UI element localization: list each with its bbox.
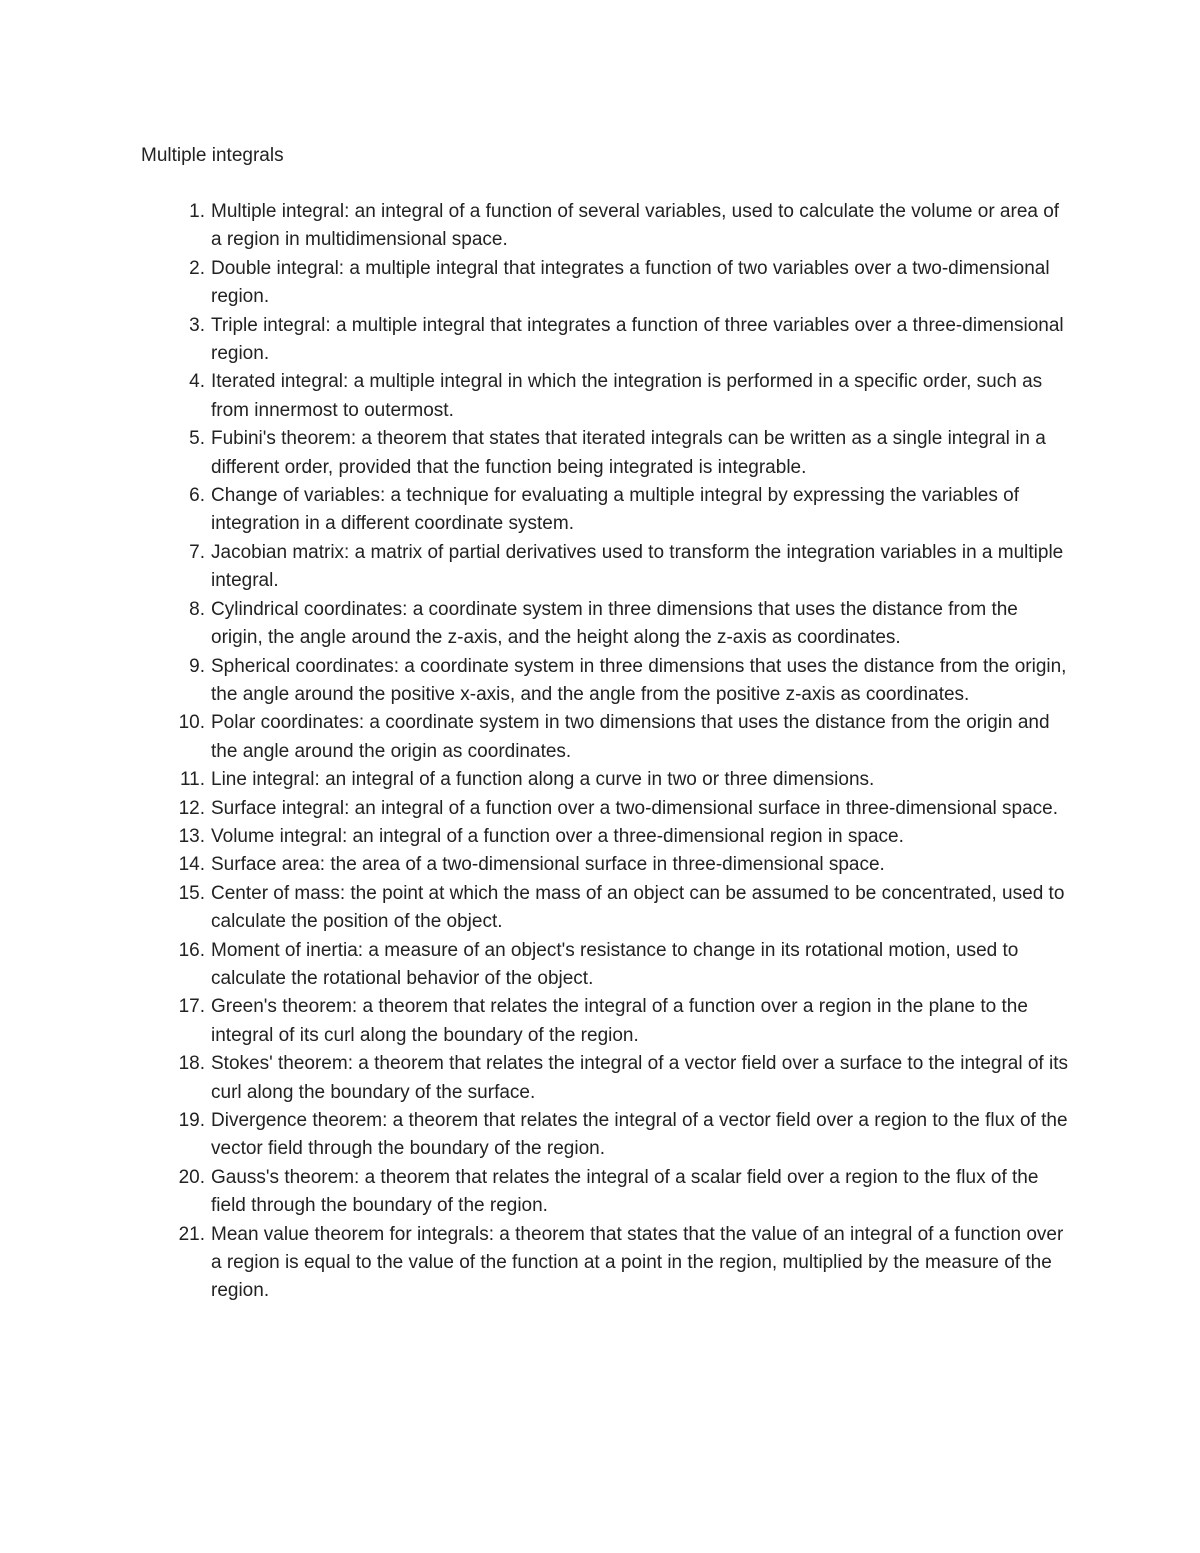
item-text: Spherical coordinates: a coordinate system in three dimensions that uses the distance from the origin, the angle around the positive x-axis, and the angle from the positive z-axis as coordinates.: [211, 655, 1067, 705]
item-number: 12.: [178, 797, 205, 819]
list-item: [141, 198, 1071, 255]
item-text: Triple integral: a multiple integral that integrates a function of three variables over a three-dimensional region.: [211, 314, 1064, 365]
item-number: 7.: [189, 541, 205, 563]
list-item: [141, 1164, 1071, 1221]
list-item: [141, 937, 1071, 994]
list-item: [141, 880, 1071, 937]
item-number: 14.: [178, 854, 205, 876]
item-text: Moment of inertia: a measure of an object's resistance to change in its rotational motion, used to calculate the rotational behavior of the object.: [211, 939, 1019, 989]
item-number: 9.: [189, 655, 205, 677]
list-item: [141, 993, 1071, 1050]
item-number: 16.: [178, 939, 205, 961]
item-text: Polar coordinates: a coordinate system in two dimensions that uses the distance from the origin and the angle around the origin as coordinates.: [211, 712, 1050, 762]
item-number: 21.: [178, 1223, 205, 1245]
item-number: 13.: [178, 825, 205, 847]
item-text: Divergence theorem: a theorem that relates the integral of a vector field over a region to the flux of the vector field through the boundary of the region.: [211, 1110, 1068, 1160]
item-number: 10.: [178, 712, 205, 734]
item-number: 17.: [178, 996, 205, 1018]
item-number: 19.: [178, 1110, 205, 1131]
item-text: Mean value theorem for integrals: a theorem that states that the value of an integral of a function over a region is equal to the value of the function at a point in the region, multiplied by the measure of the region.: [211, 1223, 1064, 1302]
item-number: 4.: [189, 371, 205, 393]
item-text: Surface area: the area of a two-dimensional surface in three-dimensional space.: [211, 854, 885, 876]
item-number: 15.: [178, 882, 205, 904]
list-item: [141, 1050, 1071, 1107]
item-text: Change of variables: a technique for evaluating a multiple integral by expressing the variables of integration in a different coordinate system.: [211, 485, 1019, 535]
list-item: [141, 653, 1071, 710]
list-item: [141, 823, 1071, 851]
list-item: [141, 539, 1071, 596]
item-text: Volume integral: an integral of a function over a three-dimensional region in space.: [211, 825, 904, 847]
item-number: 18.: [178, 1053, 205, 1075]
item-number: 3.: [189, 314, 205, 336]
list-item: [141, 596, 1071, 653]
list-item: [141, 766, 1071, 794]
item-text: Center of mass: the point at which the mass of an object can be assumed to be concentrated, used to calculate the position of the object.: [211, 882, 1065, 933]
list-item: [141, 1107, 1071, 1164]
item-text: Fubini's theorem: a theorem that states that iterated integrals can be written as a single integral in a different order, provided that the function being integrated is integrable.: [211, 428, 1046, 478]
list-item: [141, 709, 1071, 766]
item-number: 8.: [189, 598, 205, 620]
item-text: Iterated integral: a multiple integral in which the integration is performed in a specific order, such as from innermost to outermost.: [211, 371, 1043, 421]
item-text: Gauss's theorem: a theorem that relates the integral of a scalar field over a region to the flux of the field through the boundary of the region.: [211, 1166, 1039, 1217]
list-item: [141, 482, 1071, 539]
list-item: [141, 312, 1071, 369]
item-number: 11.: [179, 769, 205, 791]
item-text: Green's theorem: a theorem that relates the integral of a function over a region in the plane to the integral of its curl along the boundary of the region.: [211, 996, 1028, 1046]
list-item: [141, 425, 1071, 482]
definition-list: [141, 198, 1071, 1306]
item-text: Multiple integral: an integral of a function of several variables, used to calculate the volume or area of a region in multidimensional space.: [211, 201, 1060, 251]
list-item: [141, 795, 1071, 823]
item-text: Jacobian matrix: a matrix of partial derivatives used to transform the integration variables in a multiple integral.: [211, 541, 1064, 592]
item-number: 5.: [189, 428, 205, 450]
list-item: [141, 368, 1071, 425]
item-number: 1.: [189, 201, 205, 222]
item-text: Line integral: an integral of a function along a curve in two or three dimensions.: [211, 769, 875, 791]
item-number: 2.: [189, 257, 205, 279]
list-item: [141, 851, 1071, 879]
item-text: Surface integral: an integral of a function over a two-dimensional surface in three-dimensional space.: [211, 797, 1059, 819]
item-number: 6.: [189, 485, 205, 507]
item-text: Cylindrical coordinates: a coordinate system in three dimensions that uses the distance from the origin, the angle around the z-axis, and the height along the z-axis as coordinates.: [211, 598, 1018, 649]
page-title: Multiple integrals: [141, 145, 284, 166]
list-item: [141, 255, 1071, 312]
list-item: [141, 1221, 1071, 1306]
item-text: Stokes' theorem: a theorem that relates the integral of a vector field over a surface to the integral of its curl along the boundary of the surface.: [211, 1053, 1068, 1103]
item-text: Double integral: a multiple integral that integrates a function of two variables over a two-dimensional region.: [211, 257, 1050, 308]
item-number: 20.: [178, 1166, 205, 1188]
